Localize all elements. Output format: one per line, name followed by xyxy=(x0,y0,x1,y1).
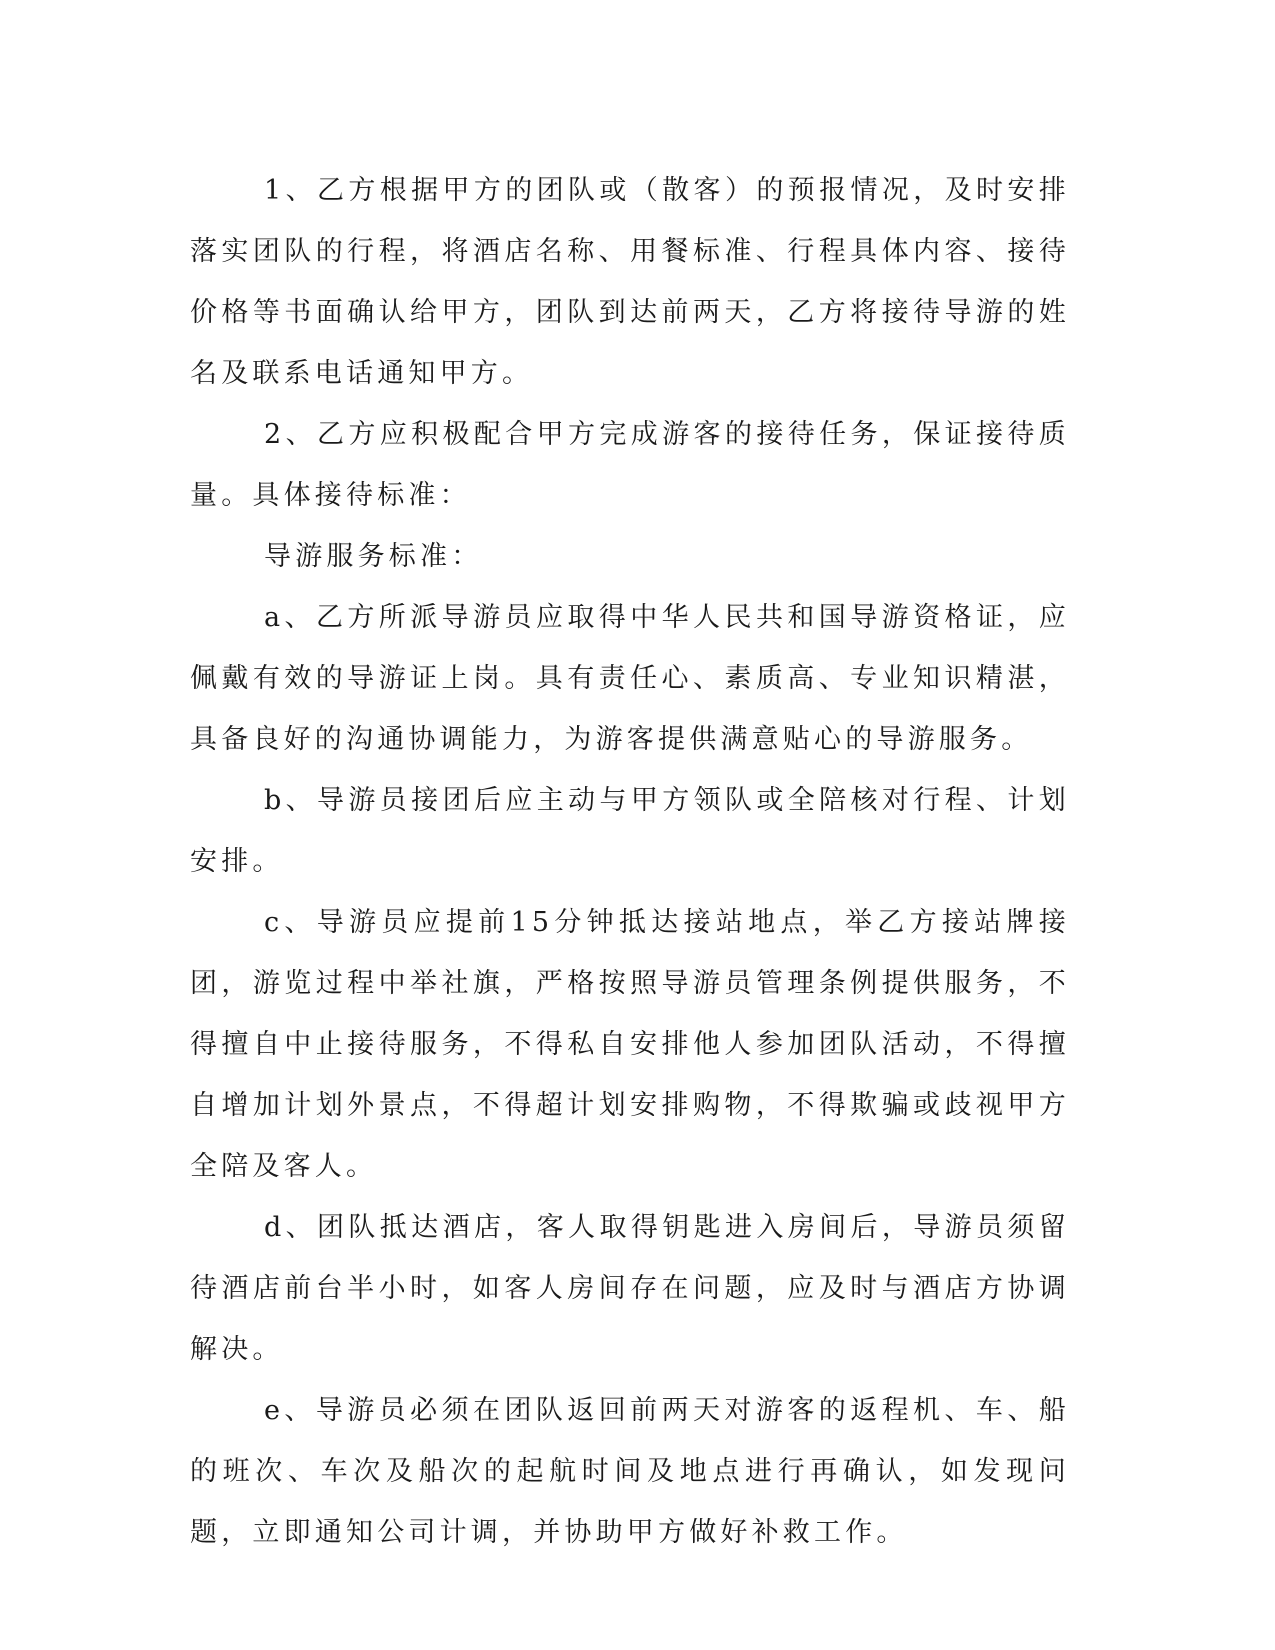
paragraph-b-itinerary-check: b、导游员接团后应主动与甲方领队或全陪核对行程、计划安排。 xyxy=(190,785,1070,877)
document-body xyxy=(190,160,1070,1563)
paragraph-d-hotel-checkin: d、团队抵达酒店，客人取得钥匙进入房间后，导游员须留待酒店前台半小时，如客人房间存在问题，应及时与酒店方协调解决。 xyxy=(190,1212,1070,1365)
paragraph-2-reception-standards: 2、乙方应积极配合甲方完成游客的接待任务，保证接待质量。具体接待标准： xyxy=(190,419,1070,511)
paragraph-1-booking-confirmation: 1、乙方根据甲方的团队或（散客）的预报情况，及时安排落实团队的行程，将酒店名称、用餐标准、行程具体内容、接待价格等书面确认给甲方，团队到达前两天，乙方将接待导游的姓名及联系电话通知甲方。 xyxy=(190,175,1070,389)
paragraph-a-guide-qualification: a、乙方所派导游员应取得中华人民共和国导游资格证，应佩戴有效的导游证上岗。具有责任心、素质高、专业知识精湛，具备良好的沟通协调能力，为游客提供满意贴心的导游服务。 xyxy=(190,602,1070,755)
paragraph-e-return-reconfirmation: e、导游员必须在团队返回前两天对游客的返程机、车、船的班次、车次及船次的起航时间及地点进行再确认，如发现问题，立即通知公司计调，并协助甲方做好补救工作。 xyxy=(190,1395,1070,1548)
paragraph-guide-service-heading: 导游服务标准： xyxy=(264,541,483,572)
paragraph-c-pickup-rules: c、导游员应提前15分钟抵达接站地点，举乙方接站牌接团，游览过程中举社旗，严格按照导游员管理条例提供服务，不得擅自中止接待服务，不得私自安排他人参加团队活动，不得擅自增加计划外景点，不得超计划安排购物，不得欺骗或歧视甲方全陪及客人。 xyxy=(190,907,1070,1182)
